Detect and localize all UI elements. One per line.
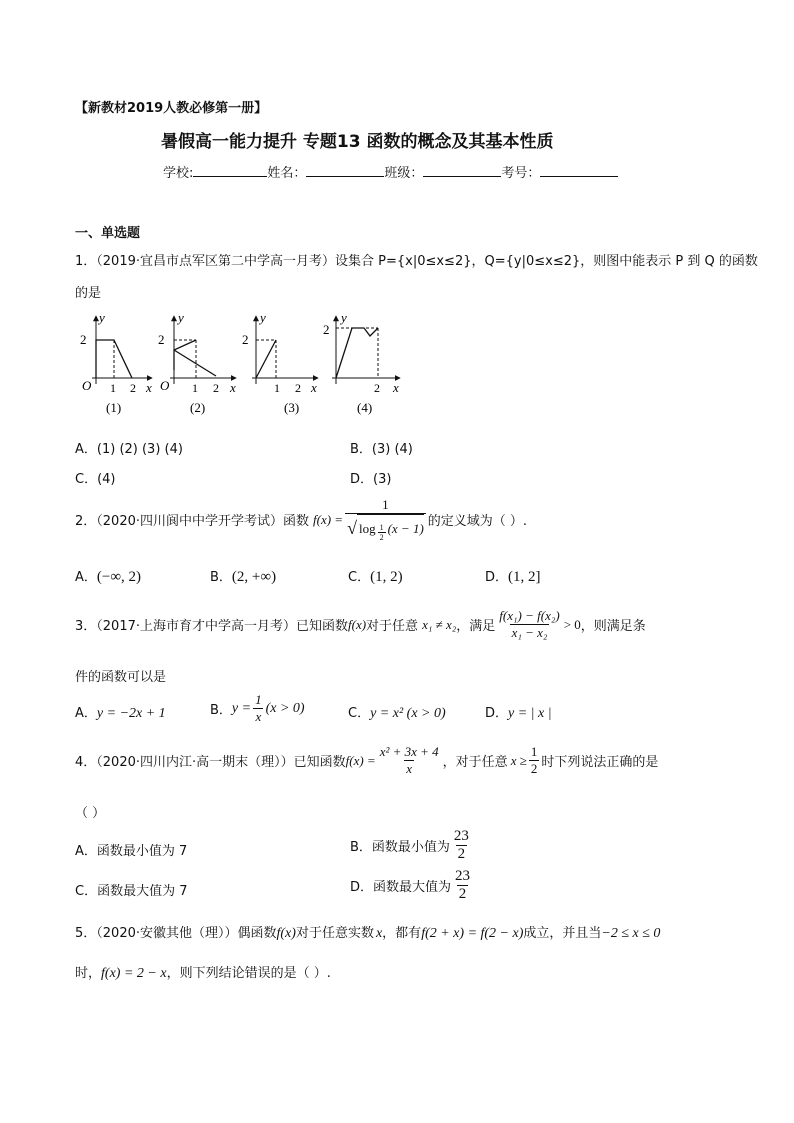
graph-3-label: (3) <box>284 400 300 415</box>
graph-3-x1: 1 <box>274 381 280 395</box>
q3-num: f(x₁) − f(x₂) <box>499 608 560 623</box>
q3-b-fraction <box>253 692 264 725</box>
q3-b-letter: B． <box>210 703 232 718</box>
q2-fx: f(x) = <box>313 511 344 527</box>
q5-stem-cont <box>75 962 331 982</box>
q2-c-letter: C． <box>348 570 371 585</box>
q2-radicand <box>357 514 424 542</box>
graph-3-y2: 2 <box>242 332 249 347</box>
graph-3-x: x <box>311 380 317 395</box>
exam-number-blank[interactable] <box>540 164 618 177</box>
q2-prefix: 2．（2020·四川阆中中学开学考试）函数 <box>75 514 309 529</box>
q4-d-num: 23 <box>455 868 471 884</box>
q3-sat: ，满足 <box>456 619 496 634</box>
q2-denominator <box>345 513 426 542</box>
graph-3-x2: 2 <box>295 381 301 395</box>
graph-1-y: y <box>99 310 105 325</box>
q3-a-letter: A． <box>75 706 97 721</box>
q2-a-letter: A． <box>75 570 97 585</box>
name-label: 姓名： <box>267 166 307 181</box>
q2-numerator: 1 <box>382 497 389 512</box>
q1-graphs <box>70 308 410 420</box>
q4-option-b[interactable] <box>350 828 473 863</box>
q3-b-den: x <box>255 709 262 724</box>
q3-tail: ，则满足条 <box>580 619 646 634</box>
q3-option-c[interactable] <box>348 702 446 722</box>
q3-d-math: y = | x | <box>508 706 552 721</box>
q3-fx: f(x) <box>348 616 367 632</box>
q5-line2-pre: 时， <box>75 966 102 981</box>
q4-fx: f(x) = <box>345 752 376 768</box>
q4-b-text: B．函数最小值为 <box>350 840 450 855</box>
q4-cond: x ≥ <box>510 752 527 768</box>
q4-d-den: 2 <box>458 886 467 902</box>
q4-stem <box>75 744 658 777</box>
q2-log: log <box>358 520 376 536</box>
q4-cond-num: 1 <box>530 744 538 759</box>
q2-d-letter: D． <box>485 570 509 585</box>
graph-2-x2: 2 <box>213 381 219 395</box>
q5-tail: 成立，并且当 <box>523 926 602 941</box>
exam-number-label: 考号： <box>501 166 541 181</box>
q3-b-pre: y = <box>231 700 252 716</box>
graph-2-y: y <box>178 310 184 325</box>
q5-eq: f(2 + x) = f(2 − x) <box>421 926 524 941</box>
q3-d-letter: D． <box>485 706 509 721</box>
q5-line2-eq: f(x) = 2 − x <box>101 966 167 981</box>
graph-2-y2: 2 <box>158 332 165 347</box>
q2-option-b[interactable] <box>210 566 276 586</box>
q5-mid2: ，都有 <box>382 926 422 941</box>
q5-fx: f(x) <box>276 926 296 941</box>
q2-suffix: 的定义域为（ ）. <box>427 514 528 529</box>
q5-stem <box>75 922 660 942</box>
q3-mid: 对于任意 <box>366 619 419 634</box>
q2-option-d[interactable] <box>485 566 541 586</box>
q4-fraction <box>378 744 441 777</box>
q4-b-den: 2 <box>457 846 466 862</box>
edition-tag: 【新教材2019人教必修第一册】 <box>75 101 268 116</box>
q2-option-c[interactable] <box>348 566 403 586</box>
graph-2-x: x <box>230 380 236 395</box>
q3-c-math: y = x² (x > 0) <box>370 706 446 721</box>
graph-1-origin: O <box>82 378 92 393</box>
q2-a-math: (−∞, 2) <box>96 569 142 585</box>
q3-prefix: 3．（2017·上海市育才中学高一月考）已知函数 <box>75 619 348 634</box>
q4-b-num: 23 <box>453 828 469 844</box>
q2-c-math: (1, 2) <box>370 569 403 585</box>
q4-num: x² + 3x + 4 <box>379 744 439 759</box>
q4-answer-paren: （ ） <box>75 806 106 821</box>
graph-1 <box>80 310 152 415</box>
graph-1-label: (1) <box>106 400 122 415</box>
q3-fraction <box>497 608 561 641</box>
graph-4-label: (4) <box>357 400 373 415</box>
q1-option-d[interactable]: D．(3) <box>350 472 392 487</box>
q1-option-c[interactable]: C．(4) <box>75 472 116 487</box>
q3-option-b[interactable] <box>210 692 305 725</box>
q4-mid: ，对于任意 <box>442 755 508 770</box>
graph-2-x1: 1 <box>192 381 198 395</box>
q2-base-num: 1 <box>379 523 384 532</box>
q5-mid: 对于任意实数 <box>295 926 374 941</box>
graph-4-y2: 2 <box>323 322 330 337</box>
school-blank[interactable] <box>193 164 267 177</box>
q3-cond: x₁ ≠ x₂ <box>422 616 457 632</box>
sqrt-sign-icon: √ <box>347 517 357 538</box>
q3-option-a[interactable] <box>75 702 166 722</box>
q2-base-den: 2 <box>379 533 384 542</box>
q4-option-c[interactable]: C．函数最大值为 7 <box>75 884 188 899</box>
q1-stem: 1．（2019·宜昌市点军区第二中学高一月考）设集合 P={x|0≤x≤2}，Q={y|0≤x≤2}，则图中能表示 P 到 Q 的函数 <box>75 254 758 269</box>
q3-stem-cont: 件的函数可以是 <box>75 670 167 685</box>
q3-b-post: (x > 0) <box>265 700 305 716</box>
q3-b-num: 1 <box>255 692 262 707</box>
student-info-line <box>163 162 618 181</box>
q5-prefix: 5．（2020·安徽其他（理））偶函数 <box>75 926 277 941</box>
q2-d-math: (1, 2] <box>508 569 541 585</box>
graph-1-x2: 2 <box>130 381 136 395</box>
school-label: 学校: <box>163 166 194 181</box>
q4-cond-den: 2 <box>530 761 538 776</box>
q2-arg: (x − 1) <box>387 520 424 536</box>
graph-2 <box>158 310 236 415</box>
q1-option-b[interactable]: B．(3) (4) <box>350 442 413 457</box>
q3-stem <box>75 608 646 641</box>
q2-b-letter: B． <box>210 570 232 585</box>
q3-option-d[interactable] <box>485 702 552 722</box>
q4-den: x <box>406 761 413 776</box>
q3-c-letter: C． <box>348 706 371 721</box>
class-label: 班级： <box>384 166 424 181</box>
page-title: 暑假高一能力提升 专题13 函数的概念及其基本性质 <box>161 132 554 152</box>
graph-4-x2: 2 <box>374 381 380 395</box>
q2-stem <box>75 497 527 542</box>
q2-fraction <box>345 497 426 542</box>
class-blank[interactable] <box>423 164 501 177</box>
q5-line2-tail: ，则下列结论错误的是（ ）. <box>166 966 331 981</box>
q4-tail: 时下列说法正确的是 <box>541 755 659 770</box>
q2-option-a[interactable] <box>75 566 141 586</box>
graph-1-x1: 1 <box>110 381 116 395</box>
q4-option-d[interactable] <box>350 868 474 903</box>
graph-3-y: y <box>260 310 266 325</box>
q4-option-a[interactable]: A．函数最小值为 7 <box>75 844 188 859</box>
graph-3 <box>242 310 318 415</box>
graph-4-x: x <box>393 380 399 395</box>
q3-a-math: y = −2x + 1 <box>96 706 166 721</box>
q4-cond-fraction <box>529 744 540 777</box>
graph-1-x: x <box>146 380 152 395</box>
q4-prefix: 4．（2020·四川内江·高一期末（理））已知函数 <box>75 755 346 770</box>
graph-2-label: (2) <box>190 400 206 415</box>
graph-4-y: y <box>341 310 347 325</box>
q4-d-fraction <box>453 868 472 903</box>
graph-1-y2: 2 <box>80 332 87 347</box>
q4-d-text: D．函数最大值为 <box>350 880 452 895</box>
q3-gt: > 0 <box>563 616 581 632</box>
q1-stem-cont: 的是 <box>75 286 102 301</box>
section-heading: 一、单选题 <box>75 226 141 241</box>
q5-range: −2 ≤ x ≤ 0 <box>601 926 661 941</box>
q4-b-fraction <box>452 828 471 863</box>
graph-2-origin: O <box>160 378 170 393</box>
q2-log-base <box>378 523 386 542</box>
q3-den: x₁ − x₂ <box>511 625 548 640</box>
q2-b-math: (2, +∞) <box>231 569 277 585</box>
q5-x: x <box>375 926 383 941</box>
q1-option-a[interactable]: A．(1) (2) (3) (4) <box>75 442 183 457</box>
name-blank[interactable] <box>306 164 384 177</box>
graph-4 <box>323 310 400 415</box>
